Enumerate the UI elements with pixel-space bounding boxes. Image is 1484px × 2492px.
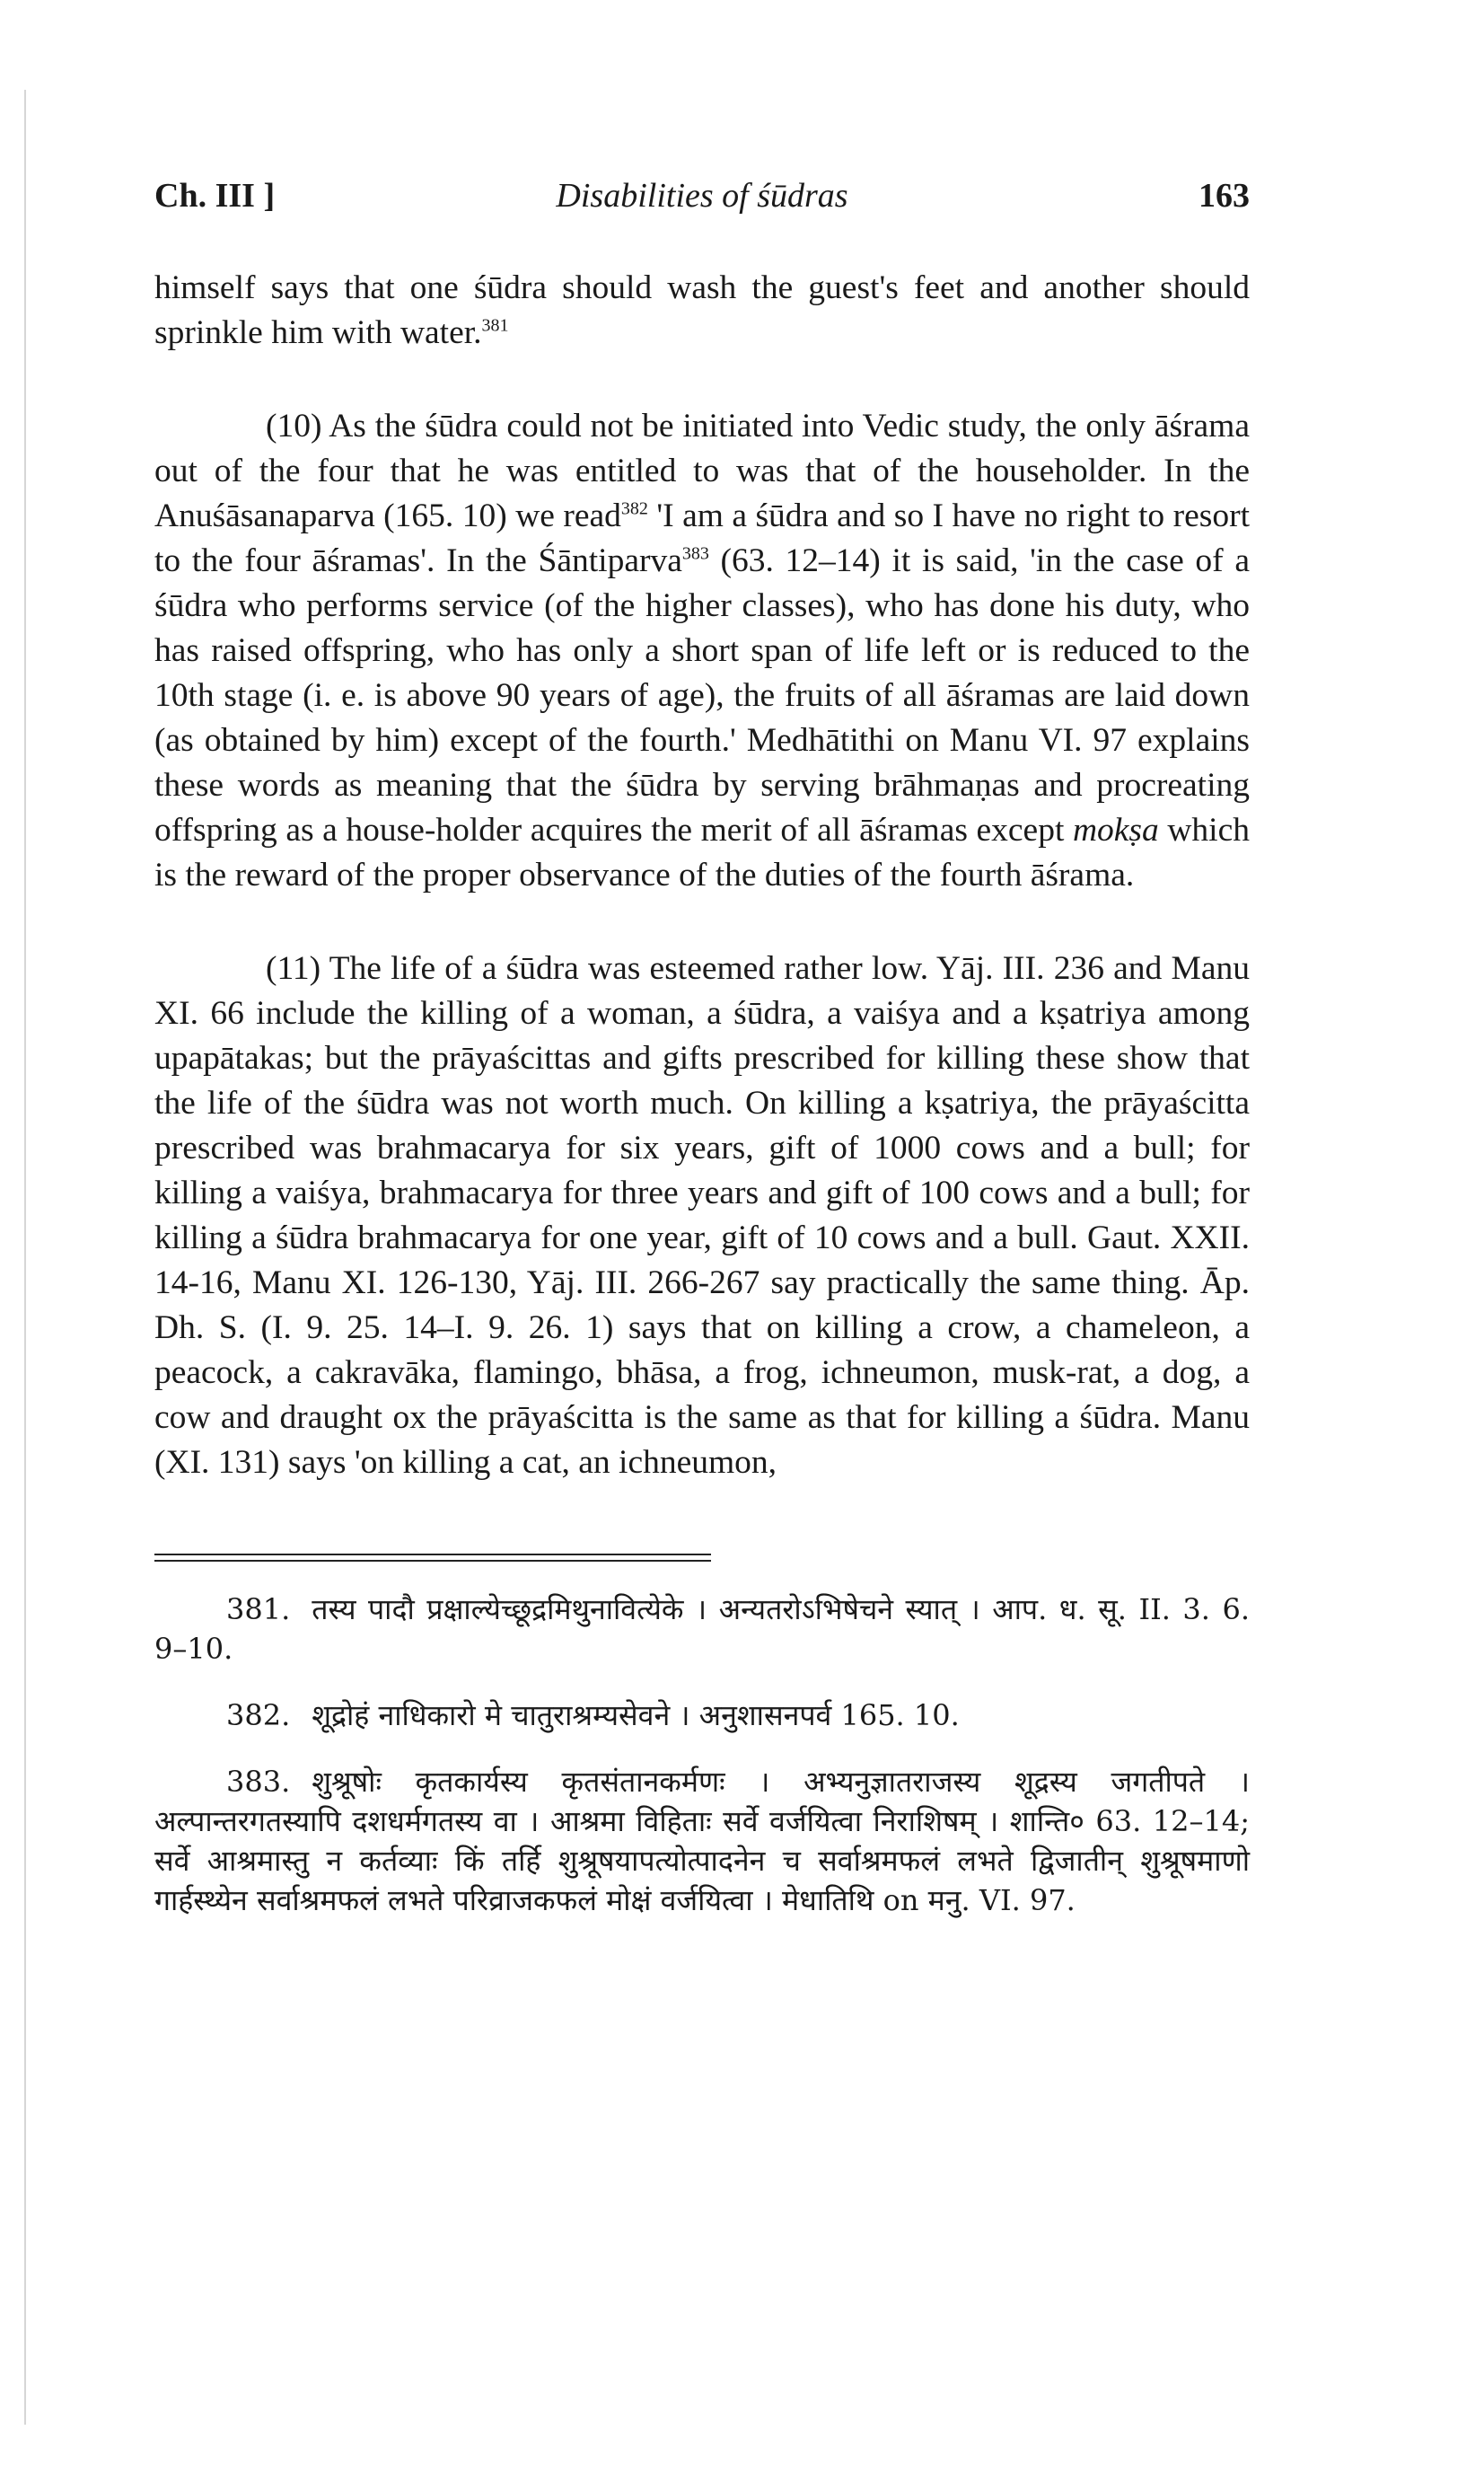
paragraph-10: (10) As the śūdra could not be initiated into Vedic study, the only āśrama out of the four that he was entitled to was that of the householder. In the Anuśāsanaparva (165. 10) we read$^{382}$ 'I am a śūdra and so I have no right to resort to the four āśramas'. In the Śāntiparva$^{383}$ (63. 12–14) it is said, 'in the case of a śūdra who performs service (of the higher classes), who has done his duty, who has raised offspring, who has only a short span of life left or is reduced to the 10th stage (i. e. is above 90 years of age), the fruits of all āśramas are laid down (as obtained by him) except of the fourth.' Medhātithi on Manu VI. 97 explains these words as meaning that the śūdra by serving brāhmaṇas and procreating offspring as a house-holder acquires the merit of all āśramas except mokṣa which is the reward of the proper observance of the duties of the fourth āśrama.: [154, 408, 1250, 894]
footnotes: [154, 1589, 1250, 1947]
running-header: [154, 176, 1250, 230]
footnote-383: 383. शुश्रूषोः कृतकार्यस्य कृतसंतानकर्मणः । अभ्यनुज्ञातराजस्य शूद्रस्य जगतीपते । अल्पान्तरगतस्यापि दशधर्मगतस्य वा । आश्रमा विहिताः सर्वे वर्जयित्वा निराशिषम् । शान्ति० 63. 12–14; सर्वे आश्रमास्तु न कर्तव्याः किं तर्हि शुश्रूषयापत्योत्पादनेन च सर्वाश्रमफलं लभते द्विजातीन् शुश्रूषमाणो गार्हस्थ्येन सर्वाश्रमफलं लभते परिव्राजकफलं मोक्षं वर्जयित्वा । मेधातिथि on मनु. VI. 97.: [154, 1765, 1250, 1917]
footnote-381: 381. तस्य पादौ प्रक्षाल्येच्छूद्रमिथुनावित्येके । अन्यतरोऽभिषेचने स्यात् । आप. ध. सू. II. 3. 6. 9–10.: [154, 1592, 1250, 1666]
footnote-382: 382. शूद्रोहं नाधिकारो मे चातुराश्रम्यसेवने । अनुशासनपर्व 165. 10.: [226, 1698, 960, 1732]
footnote-ref-382: 382: [620, 498, 648, 519]
footnote-ref-381: 381: [481, 315, 509, 336]
footnote-ref-383: 383: [681, 543, 709, 564]
chapter-label: Ch. III ]: [154, 177, 276, 215]
italic-moksa: mokṣa: [1072, 812, 1159, 849]
page-margin-line: [24, 90, 26, 2425]
page-number: 163: [1199, 177, 1250, 215]
running-title: Disabilities of śūdras: [556, 177, 848, 215]
paragraph-11: (11) The life of a śūdra was esteemed rather low. Yāj. III. 236 and Manu XI. 66 include the killing of a woman, a śūdra, a vaiśya and a kṣatriya among upapātakas; but the prāyaścittas and gifts prescribed for killing these show that the life of the śūdra was not worth much. On killing a kṣatriya, the prāyaścitta prescribed was brahmacarya for six years, gift of 1000 cows and a bull; for killing a vaiśya, brahmacarya for three years and gift of 100 cows and a bull; for killing a śūdra brahmacarya for one year, gift of 10 cows and a bull. Gaut. XXII. 14-16, Manu XI. 126-130, Yāj. III. 266-267 say practically the same thing. Āp. Dh. S. (I. 9. 25. 14–I. 9. 26. 1) says that on killing a crow, a chameleon, a peacock, a cakravāka, flamingo, bhāsa, a frog, ichneumon, musk-rat, a dog, a cow and draught ox the prāyaścitta is the same as that for killing a śūdra. Manu (XI. 131) says 'on killing a cat, an ichneumon,: [154, 950, 1250, 1481]
paragraph-continuation: himself says that one śūdra should wash the guest's feet and another should sprinkle him with water.$^{381}$: [154, 269, 1250, 351]
footnote-separator: [154, 1554, 711, 1562]
main-text: [154, 266, 1250, 1485]
